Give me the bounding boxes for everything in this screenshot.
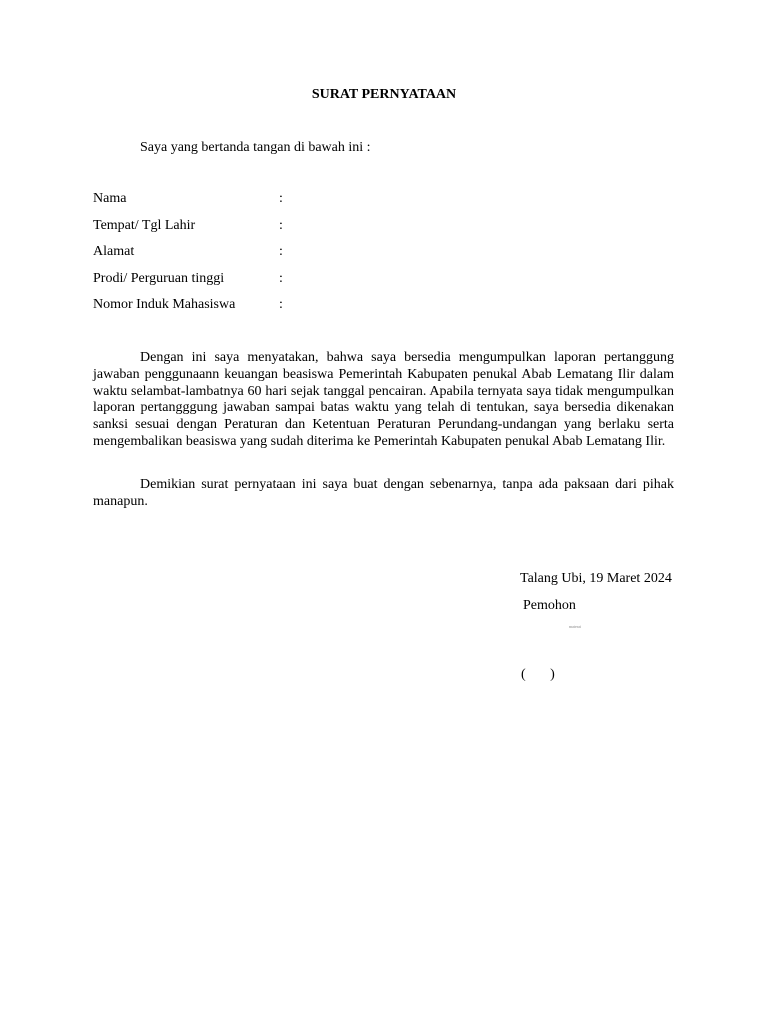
- field-row-prodi: [93, 271, 289, 298]
- field-label: Nama: [93, 191, 127, 206]
- document-title: SURAT PERNYATAAN: [311, 87, 457, 102]
- signature-name-bracket: ( ): [521, 667, 555, 682]
- field-separator: :: [279, 270, 283, 286]
- statement-paragraph: Dengan ini saya menyatakan, bahwa saya bersedia mengumpulkan laporan pertanggung jawaban penggunaann keuangan beasiswa Pemerintah Kabupaten penukal Abab Lematang Ilir dalam waktu selambat-lambatnya 60 hari sejak tanggal pencairan. Apabila ternyata saya tidak mengumpulkan laporan pertangggung jawaban sampai batas waktu yang telah di tentukan, saya bersedia dikenakan sanksi sesuai dengan Peraturan dan Ketentuan Peraturan Perundang-undangan yang berlaku serta mengembalikan beasiswa yang sudah diterima ke Pemerintah Kabupaten penukal Abab Lematang Ilir.: [93, 350, 674, 449]
- signer-role: Pemohon: [523, 598, 576, 613]
- field-label: Alamat: [93, 244, 135, 259]
- identity-fields: [93, 191, 289, 324]
- field-separator: :: [279, 191, 283, 206]
- stamp-mark: materai: [569, 624, 581, 629]
- field-label: Prodi/ Perguruan tinggi: [93, 270, 225, 286]
- field-row-nama: [93, 191, 289, 218]
- place-date: Talang Ubi, 19 Maret 2024: [520, 571, 672, 586]
- field-row-tempat-tgl-lahir: [93, 218, 289, 245]
- intro-text: Saya yang bertanda tangan di bawah ini :: [140, 140, 371, 155]
- closing-paragraph: Demikian surat pernyataan ini saya buat dengan sebenarnya, tanpa ada paksaan dari pihak manapun.: [93, 477, 674, 509]
- field-row-nim: [93, 297, 289, 324]
- field-separator: :: [279, 217, 283, 233]
- field-label: Nomor Induk Mahasiswa: [93, 297, 236, 312]
- field-separator: :: [279, 244, 283, 259]
- field-row-alamat: [93, 244, 289, 271]
- field-separator: :: [279, 297, 283, 312]
- field-label: Tempat/ Tgl Lahir: [93, 217, 196, 233]
